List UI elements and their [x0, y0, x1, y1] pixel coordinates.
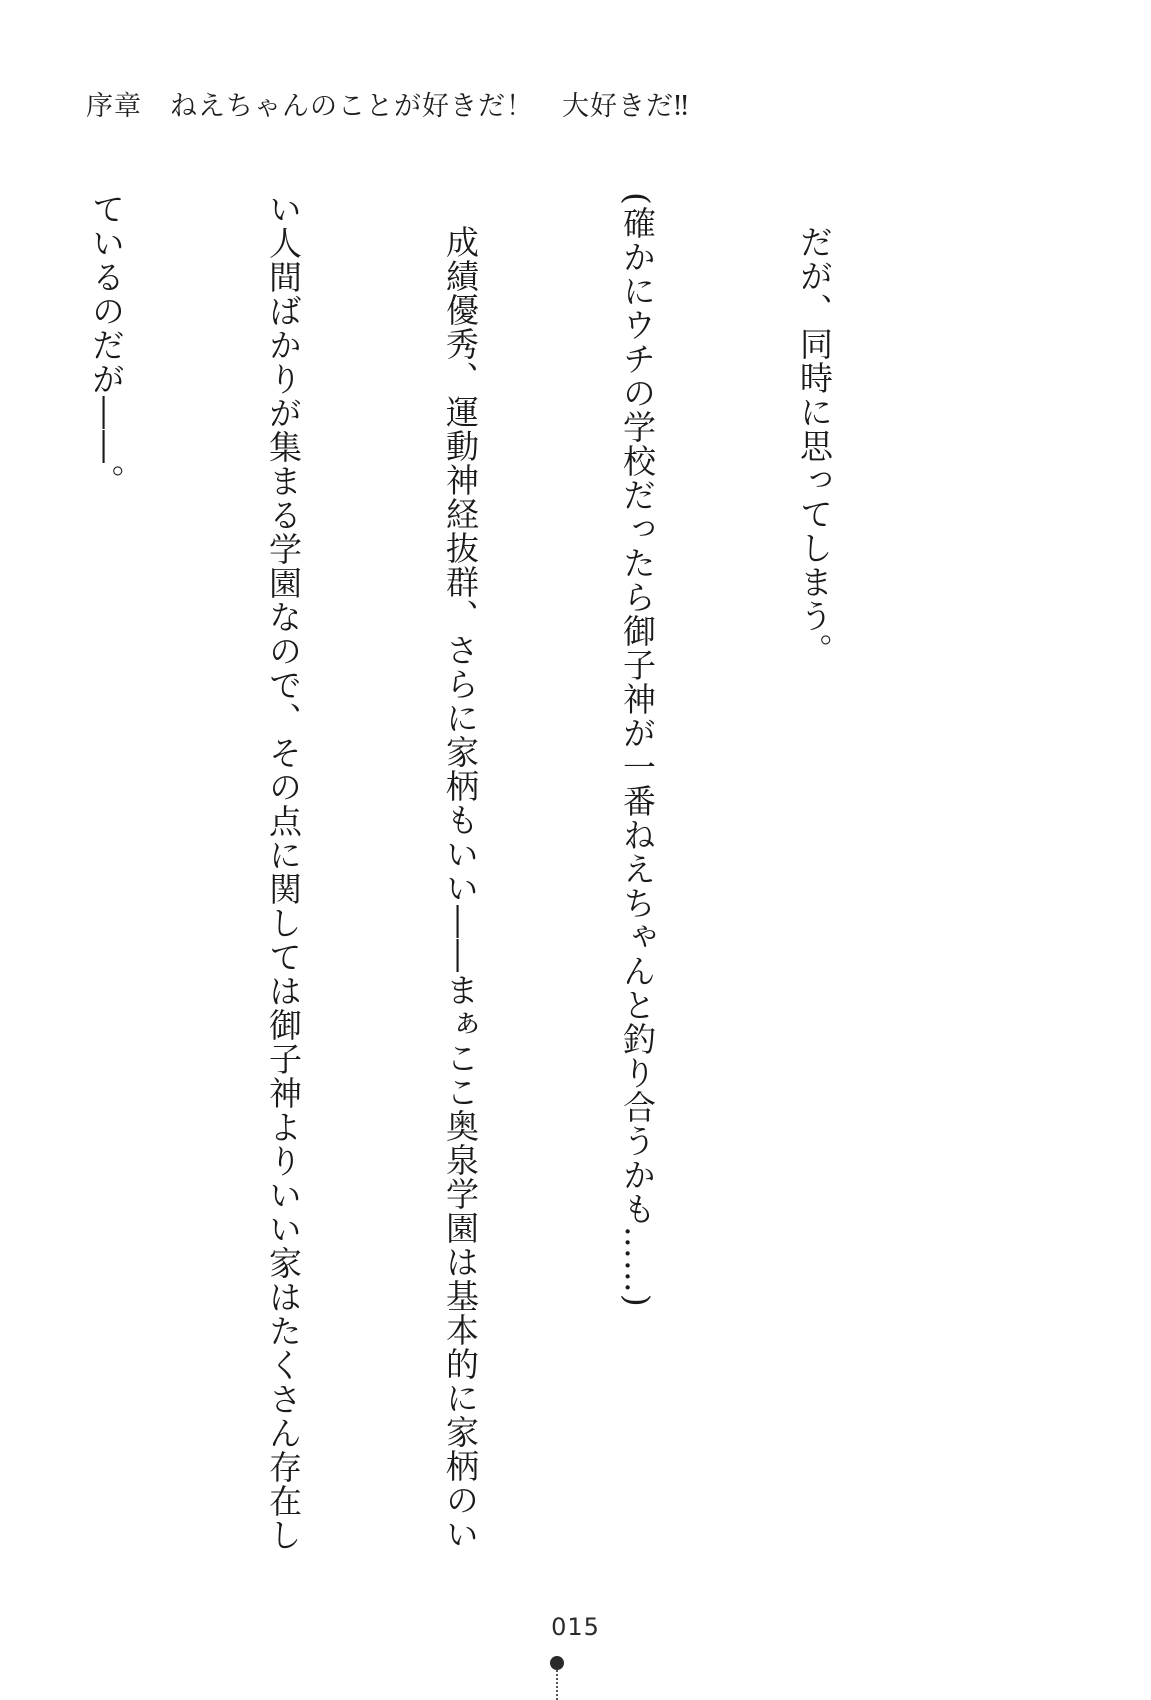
page-marker-line — [556, 1670, 558, 1700]
body-text — [87, 192, 962, 1552]
text-line: ているのだが――。 — [87, 192, 126, 498]
text-line: (確かにウチの学校だったら御子神が一番ねえちゃんと釣り合うかも……) — [618, 192, 657, 1308]
text-line: 成績優秀、運動神経抜群、さらに家柄もいい――まぁここ奥泉学園は基本的に家柄のい — [441, 225, 480, 1551]
text-line: い人間ばかりが集まる学園なので、その点に関しては御子神よりいい家はたくさん存在し — [264, 192, 303, 1552]
page-number: 015 — [551, 1613, 600, 1641]
text-line: だが、同時に思ってしまう。 — [795, 225, 834, 667]
page-marker-dot — [550, 1656, 564, 1670]
chapter-title: 序章 ねえちゃんのことが好きだ！ 大好きだ‼ — [86, 91, 690, 122]
